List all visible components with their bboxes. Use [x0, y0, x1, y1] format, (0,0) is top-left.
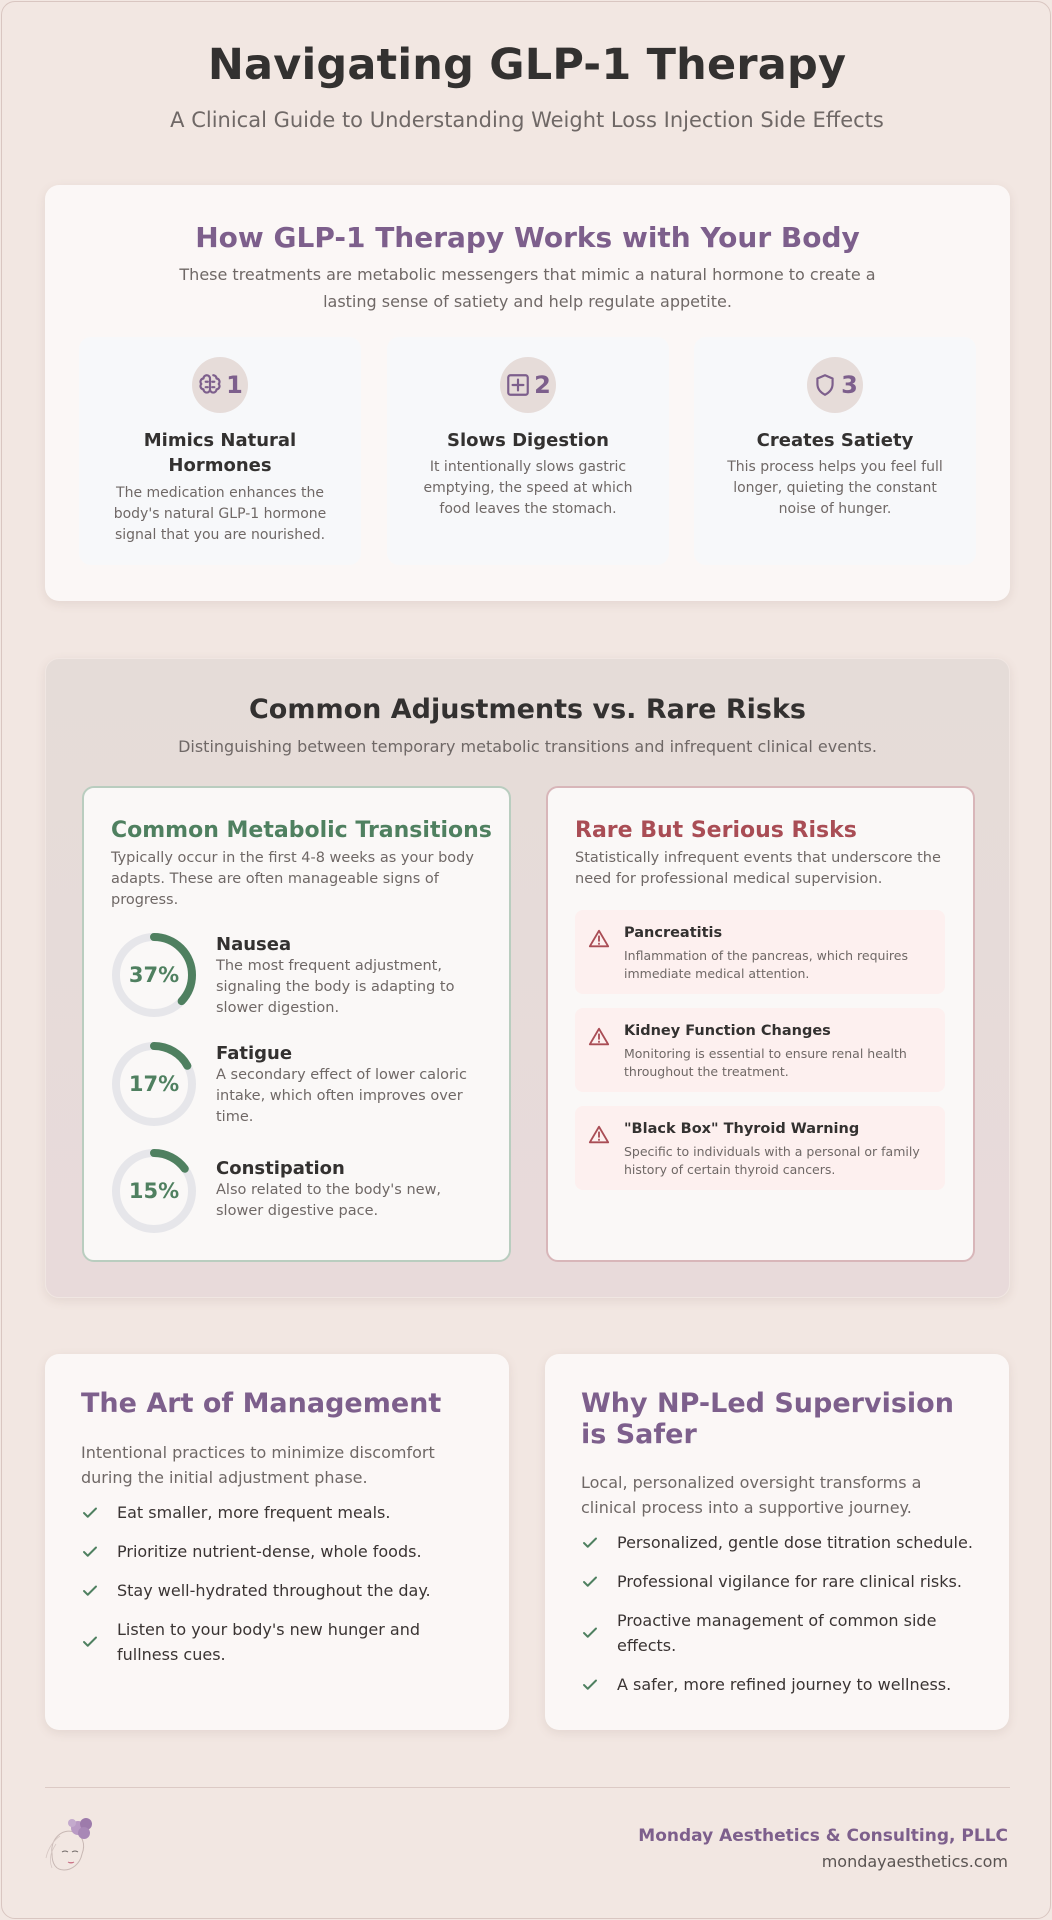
management-title: The Art of Management: [81, 1388, 442, 1419]
how-title: How GLP-1 Therapy Works with Your Body: [195, 221, 860, 254]
supervision-lead: Local, personalized oversight transforms a clinical process into a supportive journey.: [581, 1473, 922, 1517]
company-website: mondayaesthetics.com: [821, 1852, 1008, 1871]
management-list: [81, 1500, 481, 1681]
company-logo: [42, 1814, 112, 1880]
check-icon: [581, 1534, 599, 1552]
list-item: A safer, more refined journey to wellness.: [581, 1672, 981, 1697]
risk-name: "Black Box" Thyroid Warning: [624, 1121, 860, 1137]
risk-desc: Specific to individuals with a personal or family history of certain thyroid cancers.: [624, 1144, 920, 1177]
stat-percent: 17%: [128, 1072, 180, 1096]
risk-desc: Inflammation of the pancreas, which requires immediate medical attention.: [624, 948, 908, 981]
stat-constipation: [111, 1148, 491, 1240]
rare-risks-panel: [546, 786, 975, 1262]
list-item: Professional vigilance for rare clinical risks.: [581, 1569, 981, 1594]
company-name: Monday Aesthetics & Consulting, PLLC: [638, 1826, 1008, 1846]
stat-name: Constipation: [216, 1158, 345, 1179]
comparison-card: [45, 658, 1010, 1298]
risk-item-thyroid: [575, 1106, 945, 1190]
compare-lead: Distinguishing between temporary metabolic transitions and infrequent clinical events.: [178, 737, 877, 756]
stat-desc: A secondary effect of lower caloric intake, which often improves over time.: [216, 1067, 467, 1125]
stat-desc: Also related to the body's new, slower digestive pace.: [216, 1182, 442, 1219]
step-number-badge: 1: [192, 357, 248, 413]
common-transitions-panel: [82, 786, 511, 1262]
step-number-badge: 3: [807, 357, 863, 413]
risk-desc: Monitoring is essential to ensure renal health throughout the treatment.: [624, 1046, 907, 1079]
stat-name: Nausea: [216, 934, 292, 955]
common-desc: Typically occur in the first 4-8 weeks as your body adapts. These are often manageable signs of progress.: [111, 850, 474, 908]
supervision-title: Why NP-Led Supervision is Safer: [581, 1388, 954, 1450]
check-icon: [581, 1676, 599, 1694]
check-icon: [81, 1633, 99, 1651]
stat-desc: The most frequent adjustment, signaling the body is adapting to slower digestion.: [216, 958, 455, 1016]
check-icon: [581, 1573, 599, 1591]
management-lead: Intentional practices to minimize discomfort during the initial adjustment phase.: [81, 1443, 435, 1487]
warning-icon: [588, 1026, 610, 1048]
step-number-badge: 2: [500, 357, 556, 413]
how-it-works-card: [45, 185, 1010, 601]
common-title: Common Metabolic Transitions: [111, 818, 492, 843]
list-item: Personalized, gentle dose titration schedule.: [581, 1530, 981, 1555]
step-desc: This process helps you feel full longer, quieting the constant noise of hunger.: [727, 459, 943, 517]
warning-icon: [588, 1124, 610, 1146]
header: [2, 40, 1052, 132]
rare-desc: Statistically infrequent events that underscore the need for professional medical supervision.: [575, 850, 941, 887]
check-icon: [81, 1543, 99, 1561]
step-title: Mimics Natural Hormones: [143, 430, 297, 476]
list-item: Listen to your body's new hunger and fullness cues.: [81, 1617, 481, 1667]
supervision-card: [545, 1354, 1009, 1730]
check-icon: [581, 1624, 599, 1642]
warning-icon: [588, 928, 610, 950]
step-card-3: [694, 337, 976, 565]
list-item: Proactive management of common side effects.: [581, 1608, 981, 1658]
shield-icon: [812, 372, 838, 398]
step-desc: The medication enhances the body's natural GLP-1 hormone signal that you are nourished.: [113, 485, 327, 543]
stat-fatigue: [111, 1041, 491, 1133]
step-desc: It intentionally slows gastric emptying, the speed at which food leaves the stomach.: [423, 459, 633, 517]
check-icon: [81, 1582, 99, 1600]
list-item: Prioritize nutrient-dense, whole foods.: [81, 1539, 481, 1564]
step-card-2: [387, 337, 669, 565]
supervision-list: [581, 1530, 981, 1711]
page-subtitle: A Clinical Guide to Understanding Weight Loss Injection Side Effects: [170, 108, 884, 132]
stat-percent: 37%: [128, 963, 180, 987]
step-card-1: [79, 337, 361, 565]
management-card: [45, 1354, 509, 1730]
page-title: Navigating GLP-1 Therapy: [207, 40, 847, 90]
rare-title: Rare But Serious Risks: [575, 818, 857, 843]
list-item: Stay well-hydrated throughout the day.: [81, 1578, 481, 1603]
stat-percent: 15%: [128, 1179, 180, 1203]
step-title: Creates Satiety: [756, 430, 914, 451]
how-lead: These treatments are metabolic messengers that mimic a natural hormone to create a lasting sense of satiety and help regulate appetite.: [179, 265, 876, 311]
plus-square-icon: [505, 372, 531, 398]
stat-nausea: [111, 932, 491, 1024]
list-item: Eat smaller, more frequent meals.: [81, 1500, 481, 1525]
brain-icon: [197, 372, 223, 398]
step-title: Slows Digestion: [447, 430, 609, 451]
risk-item-pancreatitis: [575, 910, 945, 994]
risk-name: Pancreatitis: [624, 925, 723, 941]
stat-name: Fatigue: [216, 1043, 293, 1064]
risk-item-kidney: [575, 1008, 945, 1092]
footer-divider: [45, 1787, 1010, 1788]
check-icon: [81, 1504, 99, 1522]
page: [1, 1, 1051, 1919]
risk-name: Kidney Function Changes: [624, 1023, 831, 1039]
compare-title: Common Adjustments vs. Rare Risks: [248, 694, 807, 725]
